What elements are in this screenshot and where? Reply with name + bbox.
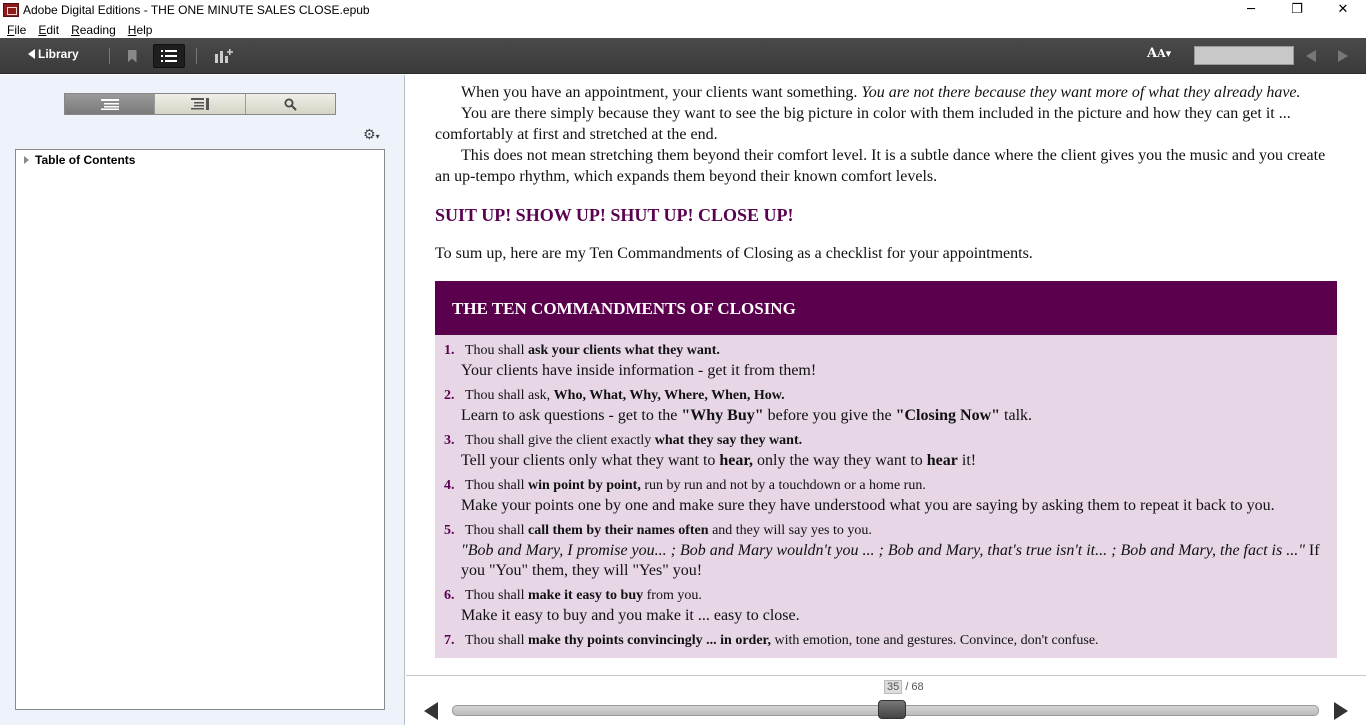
library-button[interactable] bbox=[28, 47, 79, 61]
minimize-button[interactable]: ─ bbox=[1247, 2, 1255, 17]
paragraph-text: When you have an appointment, your clients want something. bbox=[461, 84, 862, 101]
font-size-small-glyph: A bbox=[1157, 47, 1166, 60]
app-icon bbox=[3, 3, 19, 17]
list-item: 4. Thou shall win point by point, run by run and not by a touchdown or a home run. Make your points one by one and make sure they have understood what you are saying by asking them to repeat it back to you. bbox=[435, 475, 1337, 516]
page-slider-thumb[interactable] bbox=[878, 700, 906, 719]
menu-edit[interactable]: Edit bbox=[38, 22, 60, 37]
menu-file[interactable]: File bbox=[7, 22, 27, 37]
expand-icon[interactable] bbox=[24, 156, 29, 164]
paragraph: This does not mean stretching them beyond their comfort level. It is a subtle dance where the client gives you the music and you create an up-tempo rhythm, which expands them beyond their known comfort levels. bbox=[435, 147, 1326, 185]
item-detail: Make your points one by one and make sure they have understood what you are saying by asking them to repeat it back to you. bbox=[461, 497, 1275, 514]
list-item: 7. Thou shall make thy points convincingly ... in order, with emotion, tone and gestures. Convince, don't confuse. bbox=[435, 630, 1337, 651]
item-number: 6. bbox=[444, 588, 455, 603]
toc-toggle-button[interactable] bbox=[153, 44, 185, 68]
library-label: Library bbox=[38, 47, 79, 61]
annotations-view-icon bbox=[191, 98, 209, 110]
item-number: 1. bbox=[444, 343, 455, 358]
menu-help[interactable]: Help bbox=[127, 22, 153, 37]
item-bold-text: call them by their names often bbox=[528, 523, 709, 538]
list-item bbox=[435, 340, 1337, 381]
item-bold-text: what they say they want. bbox=[654, 433, 803, 448]
menu-reading[interactable]: Reading bbox=[71, 22, 116, 37]
restore-button[interactable]: ❐ bbox=[1291, 2, 1303, 17]
item-number: 7. bbox=[444, 633, 455, 648]
title-bar bbox=[0, 0, 1366, 19]
item-number: 4. bbox=[444, 478, 455, 493]
menu-bar bbox=[0, 20, 1366, 39]
toolbar-divider bbox=[196, 48, 197, 64]
reading-pane bbox=[406, 75, 1366, 675]
section-heading: SUIT UP! SHOW UP! SHUT UP! CLOSE UP! bbox=[435, 205, 794, 225]
window-title: Adobe Digital Editions - THE ONE MINUTE SALES CLOSE.epub bbox=[23, 2, 370, 17]
paragraph bbox=[435, 82, 1337, 103]
close-button[interactable]: ✕ bbox=[1337, 2, 1349, 17]
item-text: Thou shall bbox=[465, 523, 528, 538]
list-item: 5. Thou shall call them by their names often and they will say yes to you. "Bob and Mary, I promise you... ; Bob and Mary wouldn't you ... ; Bob and Mary, that's true isn't it... ; Bob and Mary, the fact is ..." If you "You" them, they will "Yes" you! bbox=[435, 520, 1337, 581]
book-content bbox=[435, 82, 1337, 658]
item-bold-text: make it easy to buy bbox=[528, 588, 644, 603]
toc-view-icon bbox=[101, 99, 119, 110]
search-input[interactable] bbox=[1194, 46, 1294, 65]
commandments-box bbox=[435, 281, 1337, 658]
item-bold-text: Who, What, Why, Where, When, How. bbox=[553, 388, 785, 403]
item-text: Thou shall bbox=[465, 478, 528, 493]
list-item bbox=[435, 385, 1337, 426]
item-text: Thou shall give the client exactly bbox=[465, 433, 655, 448]
font-size-large-glyph: A bbox=[1147, 46, 1158, 61]
window-controls bbox=[1228, 0, 1366, 19]
commandments-list bbox=[435, 335, 1337, 658]
bookmark-button[interactable] bbox=[116, 44, 148, 68]
tab-annotations[interactable] bbox=[155, 94, 245, 114]
toc-item-label: Table of Contents bbox=[35, 153, 136, 167]
item-text: Thou shall bbox=[465, 588, 528, 603]
item-detail: Tell your clients only what they want to hear, only the way they want to hear it! bbox=[461, 452, 977, 469]
bookmark-icon bbox=[128, 50, 137, 63]
chart-add-icon bbox=[215, 49, 233, 63]
page-indicator bbox=[884, 681, 924, 693]
back-arrow-icon bbox=[28, 49, 35, 59]
toc-panel bbox=[15, 149, 385, 710]
item-number: 5. bbox=[444, 523, 455, 538]
font-size-button[interactable] bbox=[1147, 46, 1171, 61]
item-detail: Make it easy to buy and you make it ... easy to close. bbox=[461, 607, 800, 624]
previous-page-button[interactable] bbox=[424, 702, 438, 720]
item-bold-text: ask your clients what they want. bbox=[528, 343, 720, 358]
item-text: Thou shall ask, bbox=[465, 388, 554, 403]
item-detail: "Bob and Mary, I promise you... ; Bob and Mary wouldn't you ... ; Bob and Mary, that's true isn't it... ; Bob and Mary, the fact is ..." If you "You" them, they will "Yes" you! bbox=[461, 542, 1320, 579]
total-pages: / 68 bbox=[905, 681, 924, 693]
tab-table-of-contents[interactable] bbox=[65, 94, 155, 114]
box-title: THE TEN COMMANDMENTS OF CLOSING bbox=[435, 281, 1337, 335]
gear-icon[interactable]: ⚙▾ bbox=[363, 127, 380, 143]
list-item bbox=[435, 430, 1337, 471]
item-text: Thou shall bbox=[465, 633, 528, 648]
paragraph: You are there simply because they want to see the big picture in color with them included in the picture and how they can get it ... comfortably at first and stretched at the end. bbox=[435, 105, 1291, 143]
pagination-bar bbox=[406, 675, 1366, 725]
item-bold-text: make thy points convincingly ... in order, bbox=[528, 633, 771, 648]
toc-item-table-of-contents[interactable] bbox=[24, 153, 135, 167]
item-detail: Learn to ask questions - get to the "Why Buy" before you give the "Closing Now" talk. bbox=[461, 407, 1033, 424]
item-number: 2. bbox=[444, 388, 455, 403]
item-text: Thou shall bbox=[465, 343, 528, 358]
toolbar bbox=[0, 38, 1366, 74]
next-result-icon[interactable] bbox=[1338, 50, 1348, 62]
list-icon bbox=[161, 50, 177, 62]
add-to-library-button[interactable] bbox=[208, 44, 240, 68]
previous-result-icon[interactable] bbox=[1306, 50, 1316, 62]
magnifier-icon bbox=[284, 98, 297, 111]
item-bold-text: win point by point, bbox=[528, 478, 641, 493]
item-number: 3. bbox=[444, 433, 455, 448]
paragraph-italic-text: You are not there because they want more of what they already have. bbox=[861, 84, 1301, 101]
next-page-button[interactable] bbox=[1334, 702, 1348, 720]
chevron-down-icon: ▾ bbox=[1165, 47, 1172, 60]
toolbar-divider bbox=[109, 48, 110, 64]
list-item: 6. Thou shall make it easy to buy from you. Make it easy to buy and you make it ... easy to close. bbox=[435, 585, 1337, 626]
paragraph: To sum up, here are my Ten Commandments of Closing as a checklist for your appointments. bbox=[435, 245, 1033, 262]
item-detail: Your clients have inside information - get it from them! bbox=[461, 362, 817, 379]
sidebar-view-tabs bbox=[64, 93, 336, 115]
tab-search[interactable] bbox=[246, 94, 335, 114]
current-page[interactable]: 35 bbox=[884, 680, 902, 694]
sidebar bbox=[0, 75, 405, 725]
